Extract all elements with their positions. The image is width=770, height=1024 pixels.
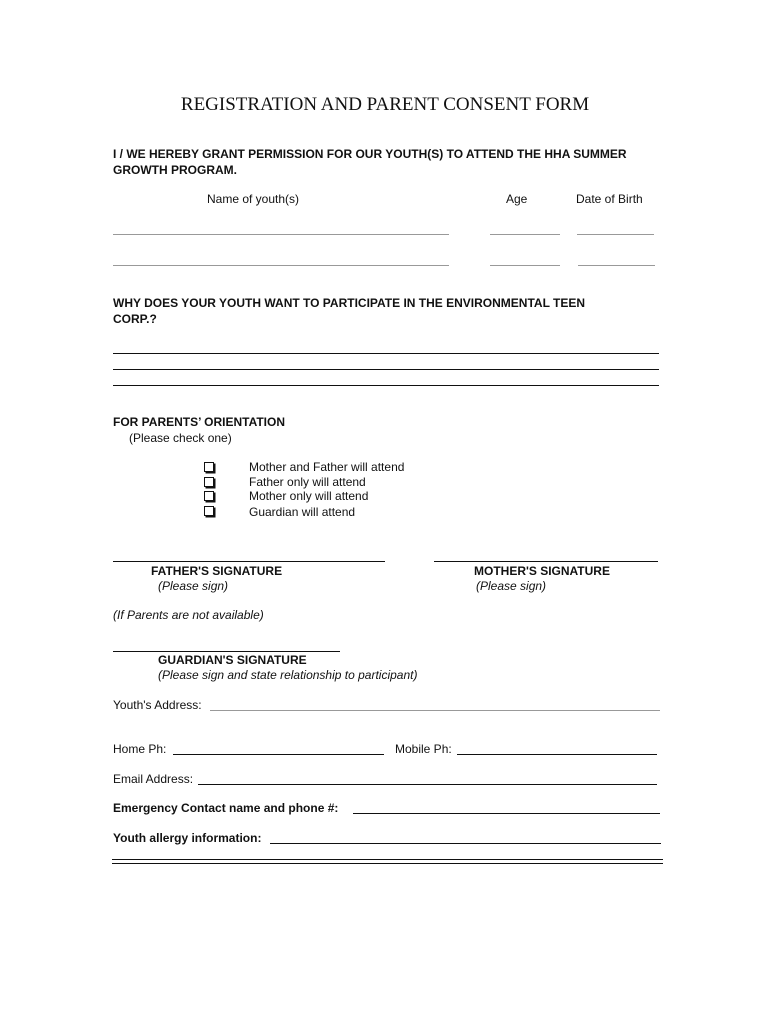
- guardian-signature-line[interactable]: [113, 651, 340, 652]
- column-header-dob: Date of Birth: [576, 192, 643, 206]
- mother-signature-line[interactable]: [434, 561, 658, 562]
- father-signature-line[interactable]: [113, 561, 385, 562]
- checkbox-father-only[interactable]: [204, 477, 214, 487]
- grant-statement-line1: I / WE HEREBY GRANT PERMISSION FOR OUR YOUTH(S) TO ATTEND THE HHA SUMMER: [113, 147, 627, 161]
- grant-statement-line2: GROWTH PROGRAM.: [113, 163, 237, 177]
- why-question-line1: WHY DOES YOUR YOUTH WANT TO PARTICIPATE IN THE ENVIRONMENTAL TEEN: [113, 296, 586, 310]
- mobile-phone-field[interactable]: [457, 754, 657, 755]
- option-father-only-label: Father only will attend: [249, 475, 366, 489]
- home-phone-field[interactable]: [173, 754, 384, 755]
- address-label: Youth's Address:: [113, 698, 202, 712]
- option-mother-only-label: Mother only will attend: [249, 489, 369, 503]
- home-phone-label: Home Ph:: [113, 742, 167, 756]
- orientation-heading: FOR PARENTS’ ORIENTATION: [113, 415, 286, 429]
- mother-signature-label: MOTHER'S SIGNATURE: [474, 564, 610, 578]
- emergency-contact-field[interactable]: [353, 813, 660, 814]
- youth-dob-field-2[interactable]: [578, 265, 655, 266]
- mother-signature-note: (Please sign): [476, 579, 547, 593]
- father-signature-note: (Please sign): [158, 579, 229, 593]
- column-header-age: Age: [506, 192, 528, 206]
- youth-age-field-1[interactable]: [490, 234, 560, 235]
- parents-unavailable-note: (If Parents are not available): [113, 608, 264, 622]
- option-guardian-label: Guardian will attend: [249, 505, 356, 519]
- checkbox-mother-only[interactable]: [204, 491, 214, 501]
- option-both-parents-label: Mother and Father will attend: [249, 460, 405, 474]
- column-header-name: Name of youth(s): [207, 192, 300, 206]
- why-question-line2: CORP.?: [113, 312, 157, 326]
- bottom-rule-2: [112, 863, 663, 864]
- emergency-contact-label: Emergency Contact name and phone #:: [113, 801, 339, 815]
- youth-name-field-2[interactable]: [113, 265, 449, 266]
- guardian-signature-label: GUARDIAN'S SIGNATURE: [158, 653, 307, 667]
- mobile-phone-label: Mobile Ph:: [395, 742, 452, 756]
- checkbox-both-parents[interactable]: [204, 462, 214, 472]
- orientation-note: (Please check one): [129, 431, 232, 445]
- guardian-signature-note: (Please sign and state relationship to participant): [158, 668, 418, 682]
- email-label: Email Address:: [113, 772, 194, 786]
- father-signature-label: FATHER'S SIGNATURE: [151, 564, 283, 578]
- bottom-rule-1: [112, 859, 663, 860]
- email-field[interactable]: [198, 784, 657, 785]
- youth-dob-field-1[interactable]: [577, 234, 654, 235]
- allergy-label: Youth allergy information:: [113, 831, 262, 845]
- form-title: REGISTRATION AND PARENT CONSENT FORM: [180, 94, 590, 115]
- checkbox-guardian[interactable]: [204, 506, 214, 516]
- why-answer-line-3[interactable]: [113, 385, 659, 386]
- youth-age-field-2[interactable]: [490, 265, 560, 266]
- youth-name-field-1[interactable]: [113, 234, 449, 235]
- allergy-field[interactable]: [270, 843, 661, 844]
- why-answer-line-1[interactable]: [113, 353, 659, 354]
- why-answer-line-2[interactable]: [113, 369, 659, 370]
- address-field[interactable]: [210, 710, 660, 711]
